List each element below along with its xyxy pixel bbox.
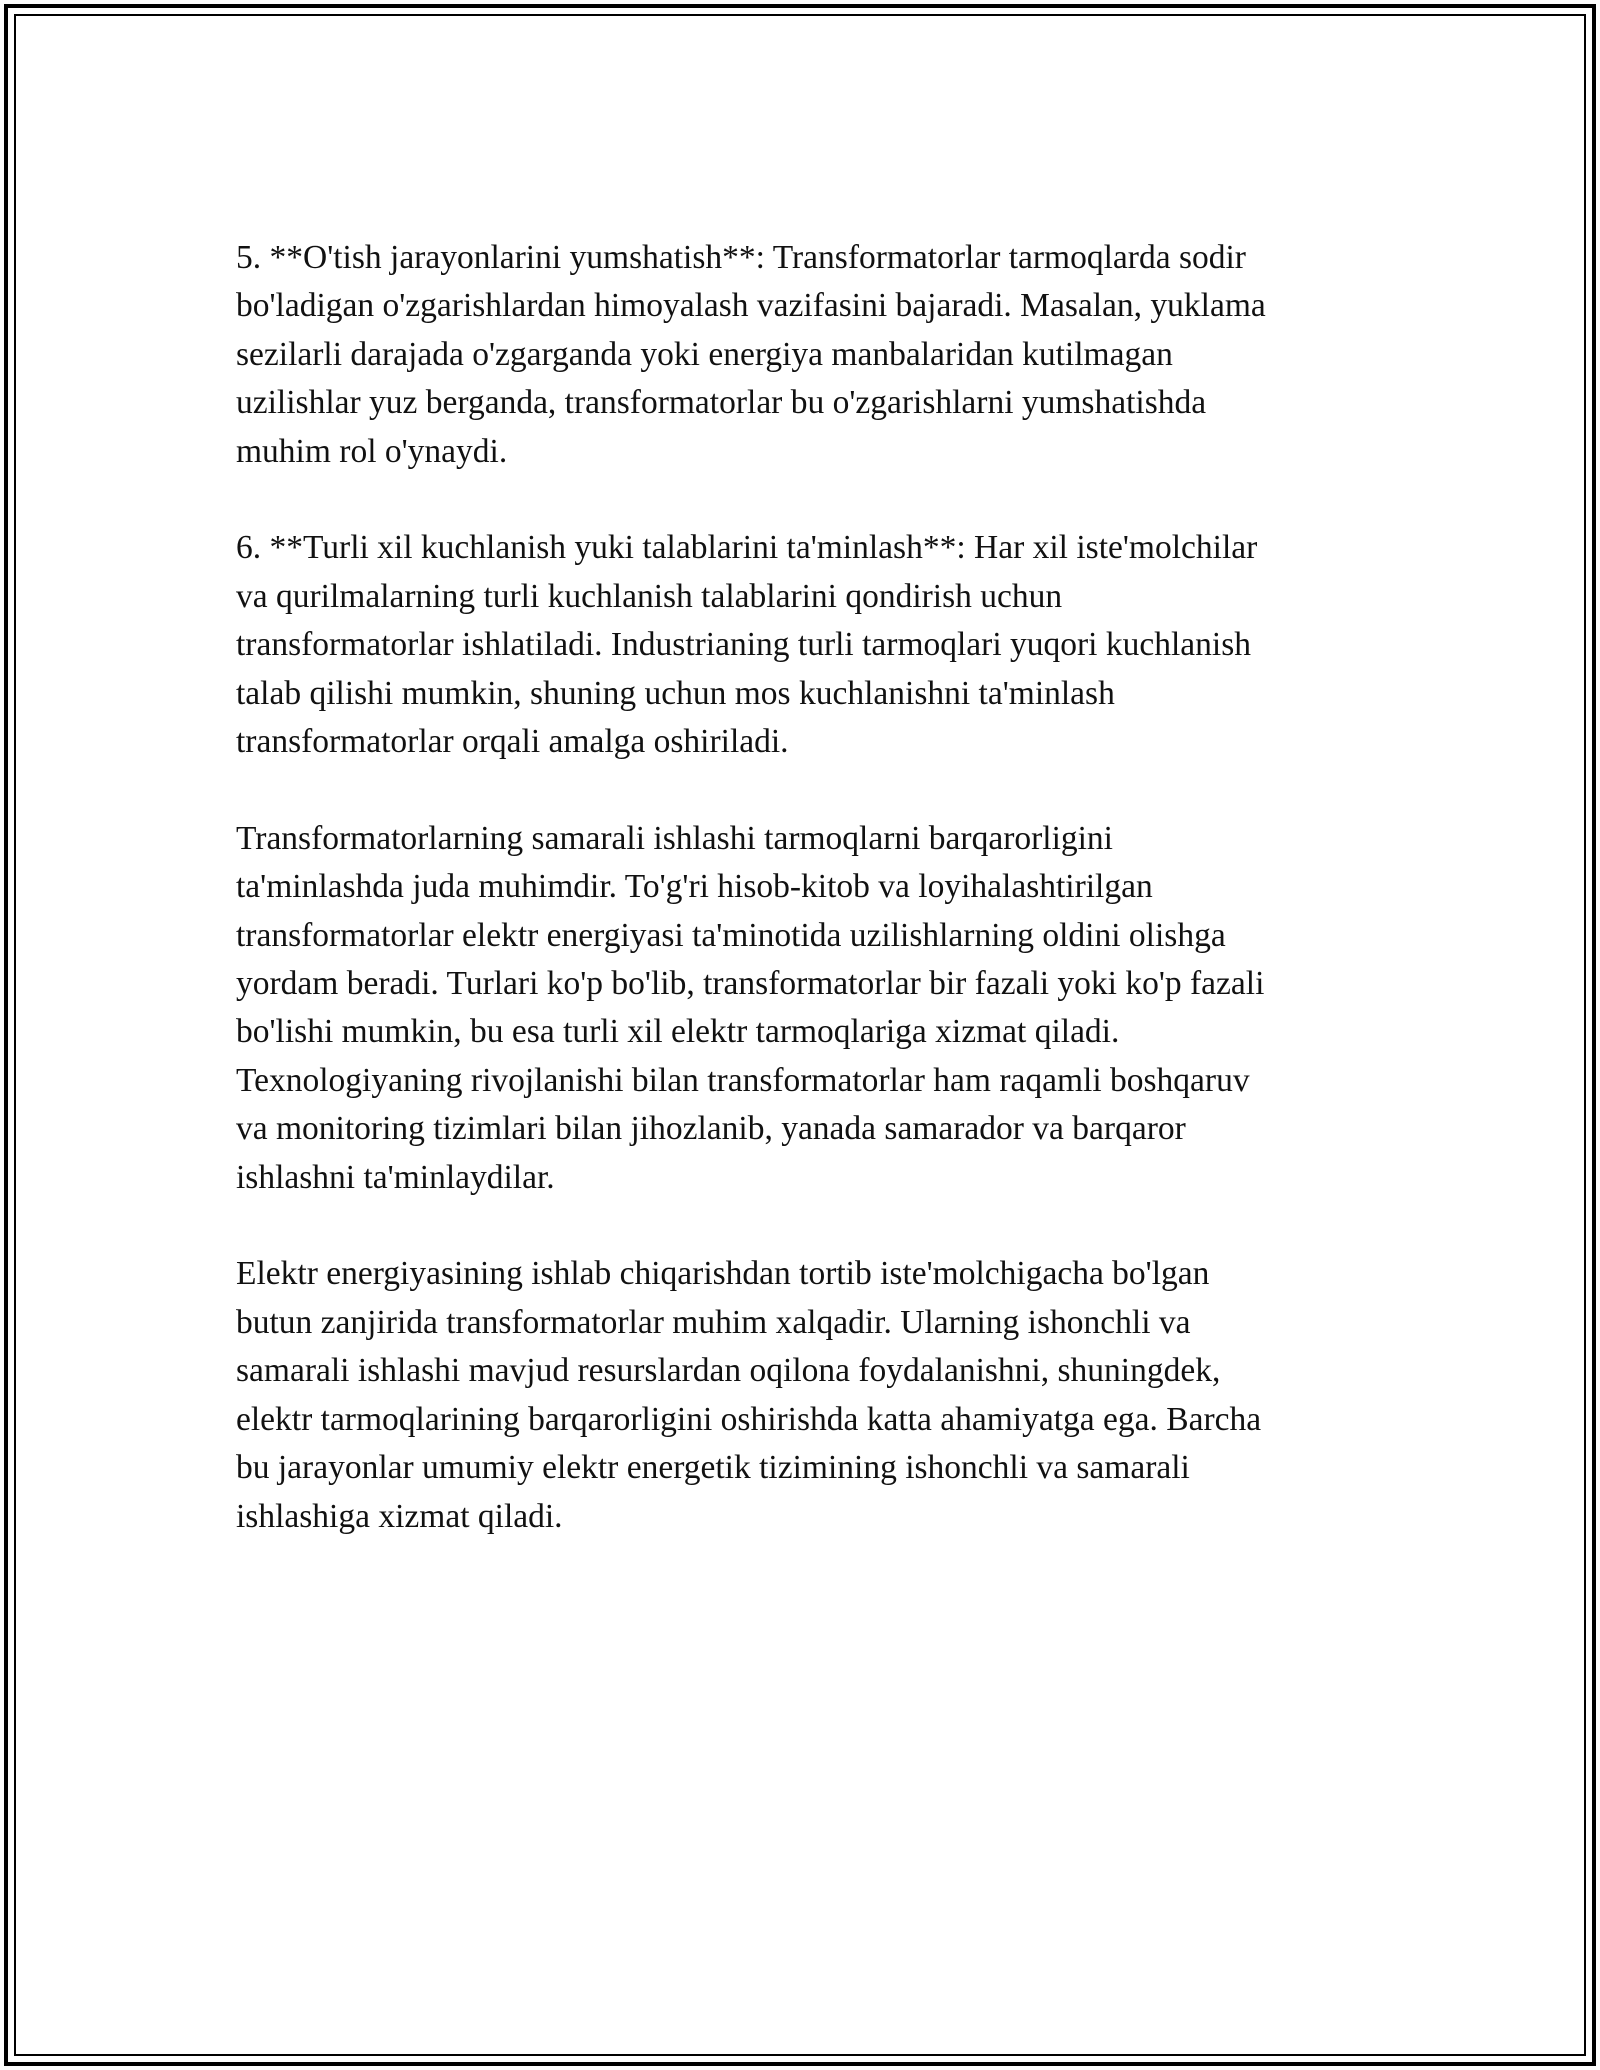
- paragraph-item-5: 5. **O'tish jarayonlarini yumshatish**: Transformatorlar tarmoqlarda sodir bo'ladigan o'zgarishlardan himoyalash vazifasini bajaradi. Masalan, yuklama sezilarli darajada o'zgarganda yoki energiya manbalaridan kutilmagan uzilishlar yuz berganda, transformatorlar bu o'zgarishlarni yumshatishda muhim rol o'ynaydi.: [236, 239, 1266, 470]
- paragraph-transformer-efficiency: Transformatorlarning samarali ishlashi tarmoqlarni barqarorligini ta'minlashda juda muhimdir. To'g'ri hisob-kitob va loyihalashtirilgan transformatorlar elektr energiyasi ta'minotida uzilishlarning oldini olishga yordam beradi. Turlari ko'p bo'lib, transformatorlar bir fazali yoki ko'p fazali bo'lishi mumkin, bu esa turli xil elektr tarmoqlariga xizmat qiladi. Texnologiyaning rivojlanishi bilan transformatorlar ham raqamli boshqaruv va monitoring tizimlari bilan jihozlanib, yanada samarador va barqaror ishlashni ta'minlaydilar.: [236, 819, 1265, 1196]
- paragraph-conclusion: Elektr energiyasining ishlab chiqarishdan tortib iste'molchigacha bo'lgan butun zanjirida transformatorlar muhim xalqadir. Ularning ishonchli va samarali ishlashi mavjud resurslardan oqilona foydalanishni, shuningdek, elektr tarmoqlarining barqarorligini oshirishda katta ahamiyatga ega. Barcha bu jarayonlar umumiy elektr energetik tizimining ishonchli va samarali ishlashiga xizmat qiladi.: [236, 1255, 1262, 1535]
- document-body: [236, 234, 1386, 1541]
- paragraph-item-6: 6. **Turli xil kuchlanish yuki talablarini ta'minlash**: Har xil iste'molchilar va qurilmalarning turli kuchlanish talablarini qondirish uchun transformatorlar ishlatiladi. Industrianing turli tarmoqlari yuqori kuchlanish talab qilishi mumkin, shuning uchun mos kuchlanishni ta'minlash transformatorlar orqali amalga oshiriladi.: [236, 529, 1258, 761]
